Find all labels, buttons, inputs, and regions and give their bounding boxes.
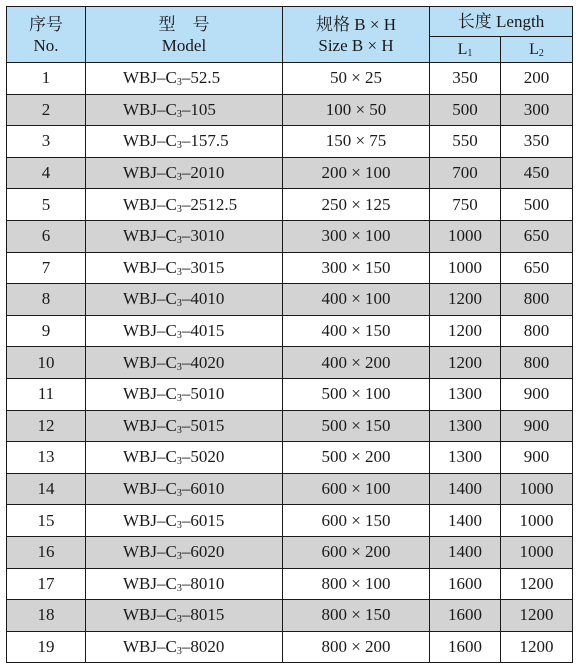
- table-row: [7, 220, 573, 252]
- header-l1-main: L: [457, 41, 468, 58]
- cell-l1: 1600: [430, 568, 501, 600]
- cell-l2: 1200: [501, 600, 573, 632]
- cell-l2: 800: [501, 284, 573, 316]
- table-row: [7, 442, 573, 474]
- cell-size: 400 × 100: [283, 284, 430, 316]
- cell-l2: 350: [501, 126, 573, 158]
- model-prefix: WBJ–C: [123, 479, 177, 499]
- table-row: [7, 505, 573, 537]
- cell-l1: 350: [430, 63, 501, 95]
- cell-l1: 1400: [430, 473, 501, 505]
- cell-l2: 1200: [501, 631, 573, 663]
- cell-no: 10: [7, 347, 86, 379]
- model-suffix: –3015: [181, 257, 225, 277]
- model-prefix: WBJ–C: [123, 194, 177, 214]
- model-subscript: 3: [176, 235, 182, 247]
- cell-no: 16: [7, 536, 86, 568]
- cell-size: 150 × 75: [283, 126, 430, 158]
- cell-no: 8: [7, 284, 86, 316]
- cell-size: 400 × 150: [283, 315, 430, 347]
- model-suffix: –8010: [181, 573, 225, 593]
- cell-model: [86, 600, 283, 632]
- model-suffix: –5015: [181, 415, 225, 435]
- model-subscript: 3: [176, 456, 182, 468]
- table-row: [7, 600, 573, 632]
- cell-l2: 450: [501, 157, 573, 189]
- cell-l2: 800: [501, 315, 573, 347]
- cell-no: 12: [7, 410, 86, 442]
- cell-l2: 650: [501, 220, 573, 252]
- header-l2-sub: 2: [538, 48, 544, 59]
- model-prefix: WBJ–C: [123, 573, 177, 593]
- model-suffix: –3010: [181, 226, 225, 246]
- model-subscript: 3: [176, 582, 182, 594]
- model-subscript: 3: [176, 77, 182, 89]
- cell-model: [86, 189, 283, 221]
- cell-size: 300 × 150: [283, 252, 430, 284]
- cell-l1: 550: [430, 126, 501, 158]
- model-prefix: WBJ–C: [123, 542, 177, 562]
- cell-model: [86, 126, 283, 158]
- model-prefix: WBJ–C: [123, 289, 177, 309]
- model-subscript: 3: [176, 330, 182, 342]
- model-suffix: –6015: [181, 510, 225, 530]
- model-suffix: –5020: [181, 447, 225, 467]
- table-row: [7, 378, 573, 410]
- cell-l2: 300: [501, 94, 573, 126]
- cell-no: 19: [7, 631, 86, 663]
- model-prefix: WBJ–C: [123, 257, 177, 277]
- model-suffix: –5010: [181, 384, 225, 404]
- cell-no: 4: [7, 157, 86, 189]
- model-subscript: 3: [176, 298, 182, 310]
- header-size: [283, 7, 430, 63]
- model-prefix: WBJ–C: [123, 415, 177, 435]
- header-l1: [430, 37, 501, 63]
- cell-size: 800 × 100: [283, 568, 430, 600]
- cell-l2: 200: [501, 63, 573, 95]
- model-suffix: –8020: [181, 636, 225, 656]
- model-prefix: WBJ–C: [123, 510, 177, 530]
- cell-model: [86, 536, 283, 568]
- cell-model: [86, 442, 283, 474]
- cell-size: 50 × 25: [283, 63, 430, 95]
- cell-l1: 1200: [430, 284, 501, 316]
- cell-l1: 1300: [430, 442, 501, 474]
- cell-l2: 800: [501, 347, 573, 379]
- model-subscript: 3: [176, 519, 182, 531]
- cell-model: [86, 63, 283, 95]
- table-row: [7, 189, 573, 221]
- cell-no: 7: [7, 252, 86, 284]
- model-suffix: –8015: [181, 605, 225, 625]
- cell-l1: 1000: [430, 252, 501, 284]
- table-row: [7, 126, 573, 158]
- table-row: [7, 410, 573, 442]
- header-l2-main: L: [529, 41, 539, 58]
- cell-no: 5: [7, 189, 86, 221]
- cell-model: [86, 347, 283, 379]
- model-suffix: –6010: [181, 479, 225, 499]
- cell-l2: 1000: [501, 536, 573, 568]
- model-suffix: –6020: [181, 542, 225, 562]
- cell-l1: 700: [430, 157, 501, 189]
- cell-no: 2: [7, 94, 86, 126]
- header-model-zh: 型 号: [158, 14, 210, 34]
- header-no-zh: 序号: [29, 14, 63, 34]
- cell-l2: 1000: [501, 505, 573, 537]
- table-row: [7, 631, 573, 663]
- model-prefix: WBJ–C: [123, 99, 177, 119]
- cell-size: 800 × 150: [283, 600, 430, 632]
- cell-size: 200 × 100: [283, 157, 430, 189]
- model-suffix: –105: [181, 99, 216, 119]
- header-model-en: Model: [161, 35, 207, 55]
- model-prefix: WBJ–C: [123, 384, 177, 404]
- cell-size: 600 × 200: [283, 536, 430, 568]
- model-subscript: 3: [176, 393, 182, 405]
- cell-no: 9: [7, 315, 86, 347]
- cell-model: [86, 631, 283, 663]
- cell-l1: 1300: [430, 410, 501, 442]
- model-prefix: WBJ–C: [123, 352, 177, 372]
- cell-no: 6: [7, 220, 86, 252]
- table-row: [7, 252, 573, 284]
- model-prefix: WBJ–C: [123, 321, 177, 341]
- model-subscript: 3: [176, 424, 182, 436]
- cell-model: [86, 284, 283, 316]
- header-size-zh: 规格 B × H: [316, 14, 396, 34]
- model-subscript: 3: [176, 551, 182, 563]
- cell-model: [86, 378, 283, 410]
- cell-size: 800 × 200: [283, 631, 430, 663]
- table-body: [7, 63, 573, 663]
- model-prefix: WBJ–C: [123, 605, 177, 625]
- cell-l1: 1200: [430, 315, 501, 347]
- table-header: [7, 7, 573, 63]
- cell-l1: 1200: [430, 347, 501, 379]
- model-suffix: –157.5: [181, 131, 229, 151]
- spec-table: [6, 6, 573, 663]
- header-l1-sub: 1: [467, 48, 473, 59]
- model-subscript: 3: [176, 488, 182, 500]
- cell-model: [86, 315, 283, 347]
- model-subscript: 3: [176, 645, 182, 657]
- cell-l2: 1200: [501, 568, 573, 600]
- table-row: [7, 568, 573, 600]
- cell-l1: 1600: [430, 600, 501, 632]
- model-prefix: WBJ–C: [123, 636, 177, 656]
- table-row: [7, 157, 573, 189]
- cell-model: [86, 473, 283, 505]
- cell-model: [86, 94, 283, 126]
- cell-size: 250 × 125: [283, 189, 430, 221]
- cell-l1: 750: [430, 189, 501, 221]
- cell-no: 1: [7, 63, 86, 95]
- table-row: [7, 536, 573, 568]
- cell-no: 17: [7, 568, 86, 600]
- header-l2: [501, 37, 573, 63]
- cell-l1: 1300: [430, 378, 501, 410]
- cell-size: 600 × 150: [283, 505, 430, 537]
- cell-l2: 900: [501, 442, 573, 474]
- model-prefix: WBJ–C: [123, 226, 177, 246]
- model-subscript: 3: [176, 614, 182, 626]
- header-no-en: No.: [33, 35, 59, 55]
- header-length: 长度 Length: [430, 7, 573, 37]
- model-prefix: WBJ–C: [123, 131, 177, 151]
- header-no: [7, 7, 86, 63]
- model-prefix: WBJ–C: [123, 163, 177, 183]
- cell-l1: 1400: [430, 505, 501, 537]
- table-row: [7, 473, 573, 505]
- table-row: [7, 284, 573, 316]
- model-suffix: –4020: [181, 352, 225, 372]
- cell-size: 100 × 50: [283, 94, 430, 126]
- model-subscript: 3: [176, 108, 182, 120]
- cell-model: [86, 157, 283, 189]
- cell-no: 3: [7, 126, 86, 158]
- cell-size: 400 × 200: [283, 347, 430, 379]
- cell-model: [86, 220, 283, 252]
- cell-model: [86, 410, 283, 442]
- table-row: [7, 63, 573, 95]
- table-row: [7, 315, 573, 347]
- cell-model: [86, 505, 283, 537]
- model-subscript: 3: [176, 203, 182, 215]
- cell-no: 11: [7, 378, 86, 410]
- cell-l2: 1000: [501, 473, 573, 505]
- table-row: [7, 347, 573, 379]
- model-suffix: –52.5: [181, 68, 221, 88]
- cell-size: 500 × 100: [283, 378, 430, 410]
- cell-l1: 1600: [430, 631, 501, 663]
- cell-size: 300 × 100: [283, 220, 430, 252]
- model-prefix: WBJ–C: [123, 447, 177, 467]
- cell-size: 500 × 150: [283, 410, 430, 442]
- cell-no: 15: [7, 505, 86, 537]
- model-suffix: –4010: [181, 289, 225, 309]
- cell-l1: 1400: [430, 536, 501, 568]
- model-suffix: –2010: [181, 163, 225, 183]
- model-subscript: 3: [176, 266, 182, 278]
- model-suffix: –4015: [181, 321, 225, 341]
- cell-no: 18: [7, 600, 86, 632]
- model-subscript: 3: [176, 361, 182, 373]
- model-prefix: WBJ–C: [123, 68, 177, 88]
- model-subscript: 3: [176, 140, 182, 152]
- table-row: [7, 94, 573, 126]
- cell-model: [86, 568, 283, 600]
- cell-model: [86, 252, 283, 284]
- cell-l1: 500: [430, 94, 501, 126]
- cell-no: 14: [7, 473, 86, 505]
- cell-l2: 900: [501, 410, 573, 442]
- cell-size: 500 × 200: [283, 442, 430, 474]
- cell-l2: 900: [501, 378, 573, 410]
- header-size-en: Size B × H: [318, 35, 394, 55]
- cell-no: 13: [7, 442, 86, 474]
- cell-l1: 1000: [430, 220, 501, 252]
- model-subscript: 3: [176, 172, 182, 184]
- cell-l2: 500: [501, 189, 573, 221]
- model-suffix: –2512.5: [181, 194, 238, 214]
- cell-size: 600 × 100: [283, 473, 430, 505]
- header-model: [86, 7, 283, 63]
- cell-l2: 650: [501, 252, 573, 284]
